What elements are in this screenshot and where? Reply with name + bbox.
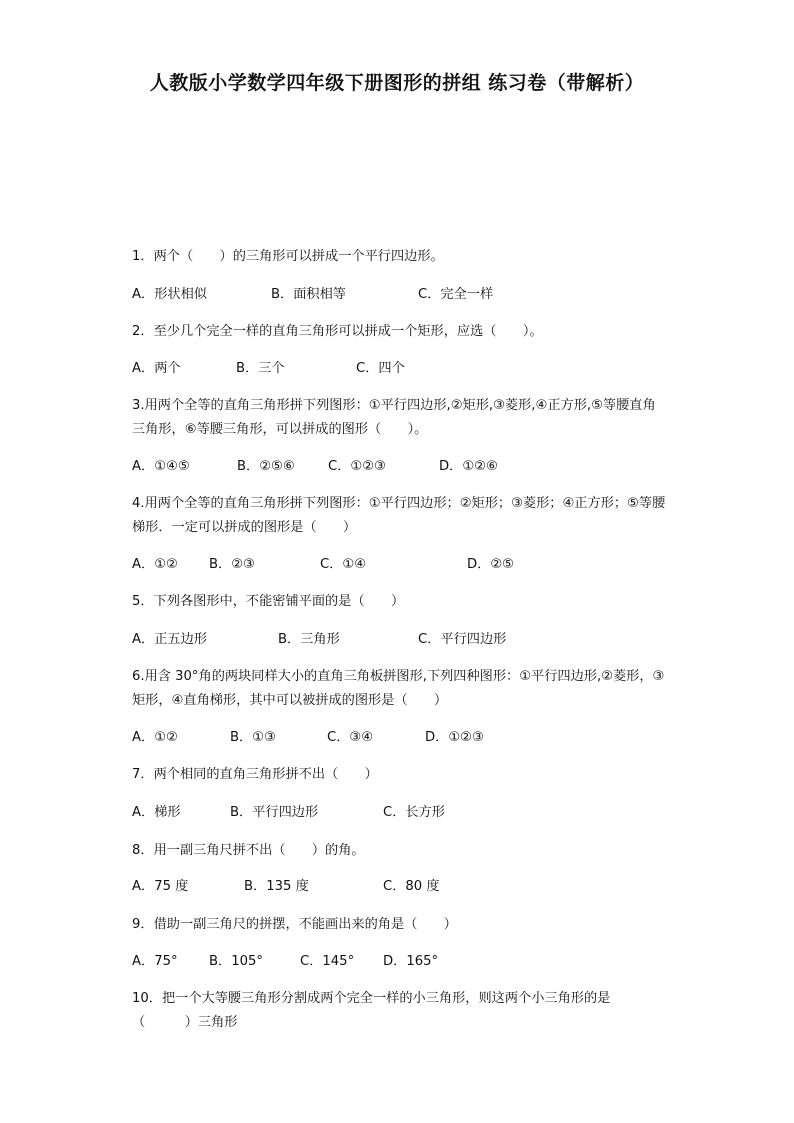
option-c: C．完全一样 xyxy=(418,287,494,302)
option-a: A．75 度 xyxy=(132,879,189,894)
option-c: C．①②③ xyxy=(328,459,386,474)
option-c: C．①④ xyxy=(320,557,367,572)
question-5: 5．下列各图形中，不能密铺平面的是（ ） xyxy=(132,594,405,609)
option-a: A．①② xyxy=(132,557,178,572)
option-b: B．135 度 xyxy=(244,879,309,894)
option-c: C．80 度 xyxy=(383,879,440,894)
option-b: B．②⑤⑥ xyxy=(237,459,295,474)
option-d: D．②⑤ xyxy=(467,557,514,572)
option-b: B．面积相等 xyxy=(271,287,346,302)
option-c: C．四个 xyxy=(356,361,405,376)
option-c: C．长方形 xyxy=(383,805,445,820)
option-c: C．145° xyxy=(300,954,355,969)
option-d: D．165° xyxy=(383,954,439,969)
option-a: A．正五边形 xyxy=(132,632,207,647)
option-a: A．形状相似 xyxy=(132,287,207,302)
option-a: A．①④⑤ xyxy=(132,459,190,474)
option-c: C．③④ xyxy=(327,730,374,745)
option-a: A．75° xyxy=(132,954,178,969)
option-d: D．①②③ xyxy=(425,730,484,745)
question-8: 8．用一副三角尺拼不出（ ）的角。 xyxy=(132,843,365,858)
option-d: D．①②⑥ xyxy=(439,459,498,474)
option-b: B．105° xyxy=(209,954,263,969)
option-a: A．梯形 xyxy=(132,805,181,820)
option-b: B．②③ xyxy=(209,557,255,572)
question-1: 1．两个（ ）的三角形可以拼成一个平行四边形。 xyxy=(132,249,444,264)
option-b: B．平行四边形 xyxy=(230,805,319,820)
option-b: B．①③ xyxy=(230,730,276,745)
document-title: 人教版小学数学四年级下册图形的拼组 练习卷（带解析） xyxy=(149,72,645,94)
option-a: A．两个 xyxy=(132,361,181,376)
question-3: 3.用两个全等的直角三角形拼下列图形：①平行四边形,②矩形,③菱形,④正方形,⑤等腰直角三角形，⑥等腰三角形，可以拼成的图形（ ）。 xyxy=(132,398,656,437)
option-b: B．三个 xyxy=(236,361,285,376)
question-10: 10．把一个大等腰三角形分割成两个完全一样的小三角形，则这两个小三角形的是（ ）三角形 xyxy=(132,991,611,1030)
option-a: A．①② xyxy=(132,730,178,745)
question-9: 9．借助一副三角尺的拼摆，不能画出来的角是（ ） xyxy=(132,917,457,932)
question-7: 7．两个相同的直角三角形拼不出（ ） xyxy=(132,767,378,782)
option-b: B．三角形 xyxy=(278,632,340,647)
question-4: 4.用两个全等的直角三角形拼下列图形：①平行四边形；②矩形；③菱形；④正方形；⑤等腰梯形．一定可以拼成的图形是（ ） xyxy=(132,496,666,535)
question-2: 2．至少几个完全一样的直角三角形可以拼成一个矩形，应选（ ）。 xyxy=(132,324,543,339)
option-c: C．平行四边形 xyxy=(418,632,507,647)
question-6: 6.用含 30°角的两块同样大小的直角三角板拼图形,下列四种图形：①平行四边形,②菱形，③矩形，④直角梯形，其中可以被拼成的图形是（ ） xyxy=(132,669,665,708)
